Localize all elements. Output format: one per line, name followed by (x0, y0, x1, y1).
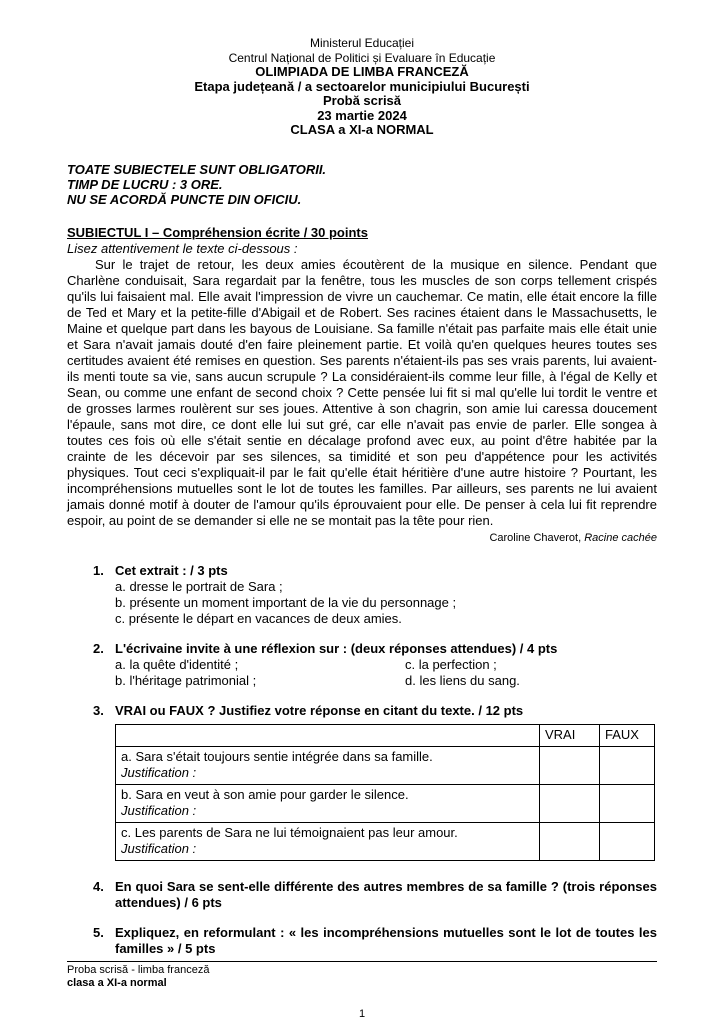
question-1-option-a: a. dresse le portrait de Sara ; (115, 578, 283, 594)
statement-cell-b (116, 784, 540, 822)
table-row (116, 746, 655, 784)
attribution-work-title: Racine cachée (584, 531, 657, 544)
footer-exam-name: Proba scrisă - limba franceză (67, 964, 210, 976)
date-line: 23 martie 2024 (317, 107, 407, 123)
vrai-cell-c[interactable] (540, 822, 600, 860)
question-2-options (115, 657, 657, 689)
instruction-line: TOATE SUBIECTELE SUNT OBLIGATORII. (67, 161, 327, 177)
table-row (116, 822, 655, 860)
question-2-prompt: L'écrivaine invite à une réflexion sur : (deux réponses attendues) / 4 pts (115, 640, 558, 656)
question-2-option-b: b. l'héritage patrimonial ; (115, 672, 257, 688)
statement-cell-a (116, 746, 540, 784)
question-4-number: 4. (93, 878, 104, 894)
olympiad-title: OLIMPIADA DE LIMBA FRANCEZĂ (255, 64, 469, 79)
document-header (67, 36, 657, 138)
question-5-number: 5. (93, 924, 104, 940)
question-2 (67, 641, 657, 689)
vrai-faux-table (115, 724, 655, 861)
stage-line: Etapa județeană / a sectoarelor municipiului București (194, 78, 530, 94)
question-5-prompt: Expliquez, en reformulant : « les incompréhensions mutuelles sont le lot de toutes les familles » / 5 pts (115, 924, 657, 956)
question-3-prompt: VRAI ou FAUX ? Justifiez votre réponse en citant du texte. / 12 pts (115, 702, 524, 718)
faux-cell-c[interactable] (600, 822, 655, 860)
general-instructions (67, 162, 657, 207)
passage-attribution (67, 531, 657, 545)
reading-passage: Sur le trajet de retour, les deux amies écoutèrent de la musique en silence. Pendant que Charlène conduisait, Sara regardait par la fenêtre, tous les muscles de son corps tellement crispés qu'ils lui faisaient mal. Elle avait l'impression de vivre un cauchemar. Ce matin, elle était encore la fille de Ted et Mary et la petite-fille d'Abigail et de Robert. Ses racines étaient dans le Massachusetts, le Maine et quelque part dans les bayous de Louisiane. Sa famille n'était pas parfaite mais elle était unie et Sara n'avait jamais douté d'en faire pleinement partie. Et voilà qu'en quelques heures toutes ses certitudes avaient été remises en question. Ses parents n'étaient-ils pas ses vrais parents, lui avaient-ils menti toute sa vie, sans aucun scrupule ? La considéraient-ils comme leur fille, à l'égal de Kelly et Sean, ou comme une enfant de second choix ? Cette pensée lui fit si mal qu'elle lui tordit le ventre et de grosses larmes roulèrent sur ses joues. Attentive à son chagrin, son amie lui caressa doucement l'épaule, sans mot dire, ce dont elle lui sut gré, car elle n'avait pas envie de parler. Elle songea à toutes ces fois où elle s'était sentie en décalage profond avec eux, au point d'être habitée par la crainte de les décevoir par ses silences, sa timidité et son peu d'appétence pour les activités physiques. Tout ceci s'expliquait-il par le fait qu'elle était héritière d'une autre histoire ? Pourtant, les incompréhensions mutuelles sont le lot de toutes les familles. Par ailleurs, ses parents ne lui avaient jamais donné motif à douter de l'amour qu'ils éprouvaient pour elle. De penser à cela lui fit reprendre espoir, au point de se demander si elle ne se montait pas la tête pour rien. (67, 256, 657, 528)
justification-label-c: Justification : (121, 840, 197, 856)
question-2-number: 2. (93, 640, 104, 656)
table-row (116, 784, 655, 822)
table-header-vrai: VRAI (540, 724, 600, 746)
page-footer (67, 961, 657, 990)
faux-cell-a[interactable] (600, 746, 655, 784)
instruction-line: NU SE ACORDĂ PUNCTE DIN OFICIU. (67, 191, 302, 207)
question-1-options (115, 579, 657, 627)
question-1-option-b: b. présente un moment important de la vie du personnage ; (115, 594, 457, 610)
question-4 (67, 879, 657, 911)
question-2-option-d: d. les liens du sang. (405, 672, 520, 688)
subject1-heading: SUBIECTUL I – Compréhension écrite / 30 points (67, 224, 368, 240)
question-1-option-c: c. présente le départ en vacances de deux amies. (115, 610, 402, 626)
statement-c: c. Les parents de Sara ne lui témoignaient pas leur amour. (121, 824, 458, 840)
center-line: Centrul Național de Politici și Evaluare în Educație (228, 50, 496, 65)
question-2-option-c: c. la perfection ; (405, 656, 497, 672)
statement-cell-c (116, 822, 540, 860)
vrai-cell-b[interactable] (540, 784, 600, 822)
question-5 (67, 925, 657, 957)
exam-type-line: Probă scrisă (322, 93, 402, 108)
table-header-empty (116, 724, 540, 746)
question-1 (67, 563, 657, 627)
question-1-prompt: Cet extrait : / 3 pts (115, 562, 228, 578)
statement-a: a. Sara s'était toujours sentie intégrée dans sa famille. (121, 748, 433, 764)
table-header-row (116, 724, 655, 746)
justification-label-b: Justification : (121, 802, 197, 818)
faux-cell-b[interactable] (600, 784, 655, 822)
vrai-cell-a[interactable] (540, 746, 600, 784)
ministry-line: Ministerul Educației (309, 36, 415, 50)
attribution-author: Caroline Chaverot, (489, 531, 585, 544)
table-header-faux: FAUX (600, 724, 655, 746)
instruction-line: TIMP DE LUCRU : 3 ORE. (67, 176, 223, 192)
question-3-number: 3. (93, 702, 104, 718)
question-3 (67, 703, 657, 861)
question-1-number: 1. (93, 562, 104, 578)
statement-b: b. Sara en veut à son amie pour garder le silence. (121, 786, 409, 802)
justification-label-a: Justification : (121, 764, 197, 780)
question-4-prompt: En quoi Sara se sent-elle différente des autres membres de sa famille ? (trois réponses attendues) / 6 pts (115, 878, 657, 910)
footer-class: clasa a XI-a normal (67, 977, 167, 989)
subject1-intro: Lisez attentivement le texte ci-dessous : (67, 240, 298, 256)
page-number: 1 (358, 1008, 366, 1020)
question-2-option-a: a. la quête d'identité ; (115, 656, 239, 672)
class-line: CLASA a XI-a NORMAL (290, 122, 434, 137)
